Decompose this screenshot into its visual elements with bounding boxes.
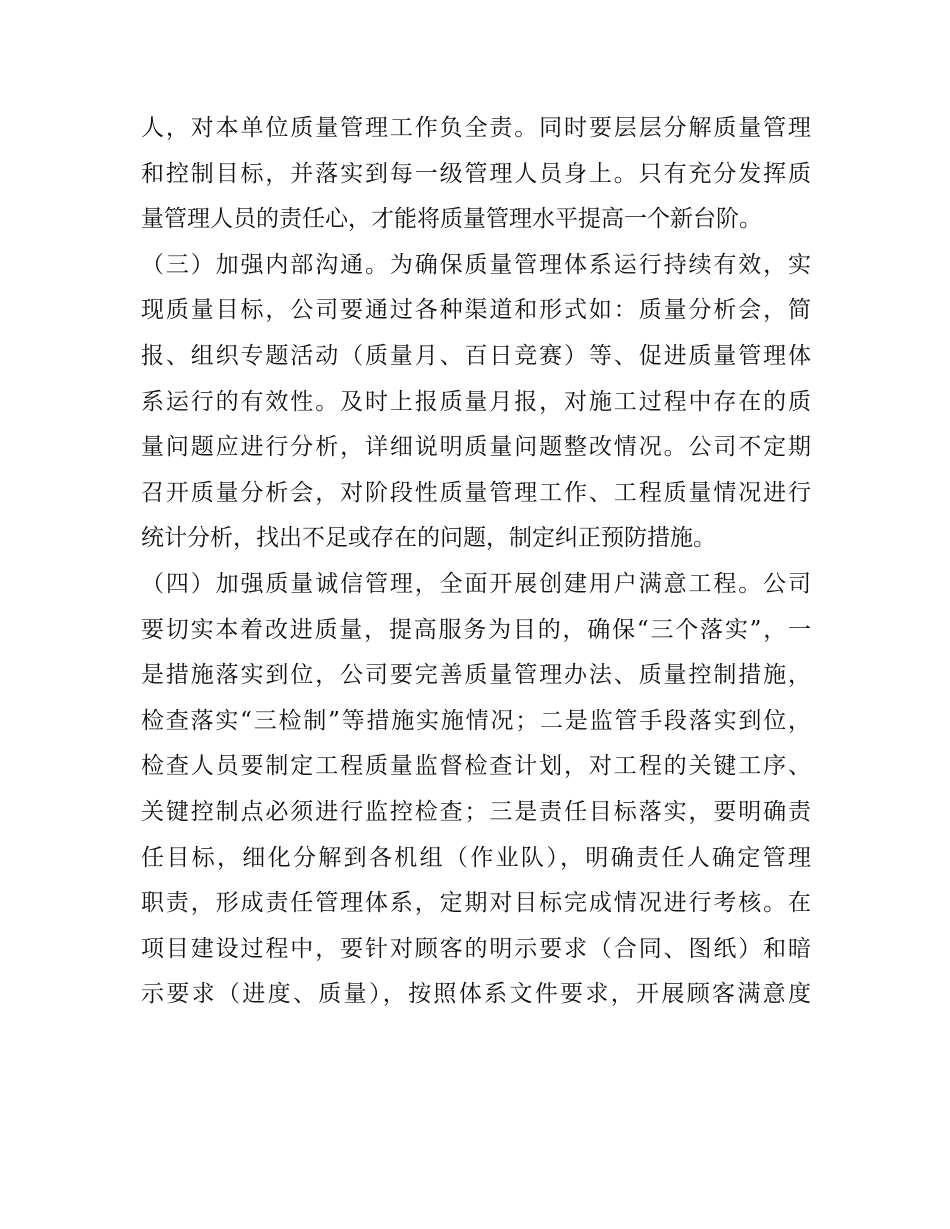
- text-line: 示要求（进度、质量），按照体系文件要求，开展顾客满意度: [141, 981, 811, 1008]
- text-line: 检查落实“三检制”等措施实施情况；二是监管手段落实到位，: [141, 707, 811, 734]
- text-line: 要切实本着改进质量，提高服务为目的，确保“三个落实”，一: [141, 616, 811, 643]
- text-line: 任目标，细化分解到各机组（作业队），明确责任人确定管理: [141, 844, 811, 871]
- text-line: 现质量目标，公司要通过各种渠道和形式如：质量分析会，简: [141, 297, 811, 324]
- text-line: 和控制目标，并落实到每一级管理人员身上。只有充分发挥质: [141, 160, 811, 187]
- text-line: 检查人员要制定工程质量监督检查计划，对工程的关键工序、: [141, 753, 811, 780]
- text-line: 报、组织专题活动（质量月、百日竞赛）等、促进质量管理体: [141, 342, 811, 369]
- text-line: 召开质量分析会，对阶段性质量管理工作、工程质量情况进行: [141, 479, 811, 506]
- text-line: 职责，形成责任管理体系，定期对目标完成情况进行考核。在: [141, 890, 811, 917]
- text-line: 是措施落实到位，公司要完善质量管理办法、质量控制措施，: [141, 662, 811, 689]
- text-line: 量问题应进行分析，详细说明质量问题整改情况。公司不定期: [141, 434, 811, 461]
- text-line: 统计分析，找出不足或存在的问题，制定纠正预防措施。: [141, 525, 716, 552]
- text-line: 量管理人员的责任心，才能将质量管理水平提高一个新台阶。: [141, 206, 762, 233]
- text-line: 系运行的有效性。及时上报质量月报，对施工过程中存在的质: [141, 388, 811, 415]
- text-line: 人，对本单位质量管理工作负全责。同时要层层分解质量管理: [141, 115, 811, 141]
- text-line: 关键控制点必须进行监控检查；三是责任目标落实，要明确责: [141, 798, 811, 825]
- text-line: （三）加强内部沟通。为确保质量管理体系运行持续有效，实: [141, 251, 811, 278]
- text-line: （四）加强质量诚信管理，全面开展创建用户满意工程。公司: [141, 570, 811, 597]
- body-text: [141, 106, 811, 1018]
- text-line: 项目建设过程中，要针对顾客的明示要求（合同、图纸）和暗: [141, 935, 811, 962]
